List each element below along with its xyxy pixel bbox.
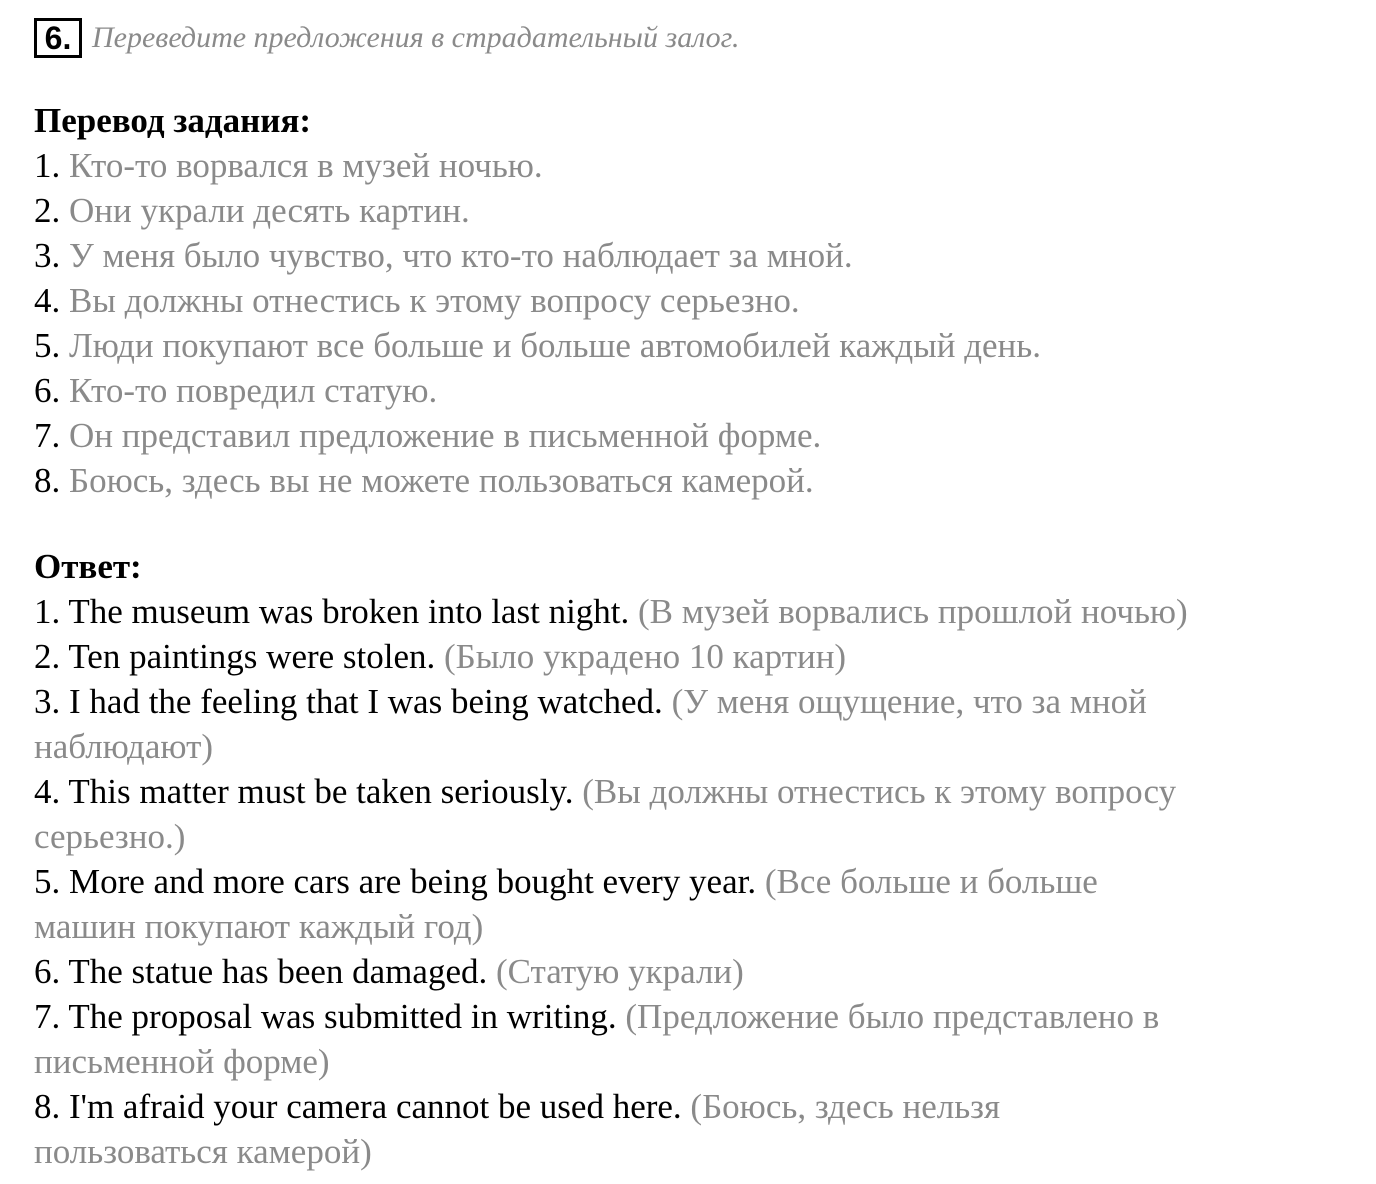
answer-item-continuation bbox=[34, 814, 1354, 859]
answer-english: I had the feeling that I was being watched. bbox=[69, 682, 663, 721]
answer-item-continuation bbox=[34, 724, 1354, 769]
translation-item bbox=[34, 188, 1354, 233]
item-text: Они украли десять картин. bbox=[69, 191, 470, 230]
item-text: У меня было чувство, что кто-то наблюдает за мной. bbox=[69, 236, 853, 275]
answer-russian-continuation: серьезно.) bbox=[34, 817, 186, 856]
item-number: 3. bbox=[34, 682, 61, 721]
item-number: 1. bbox=[34, 592, 61, 631]
answer-english: More and more cars are being bought every year. bbox=[69, 862, 757, 901]
answer-item bbox=[34, 949, 1354, 994]
translation-section bbox=[34, 98, 1354, 503]
answer-item bbox=[34, 679, 1354, 724]
item-text: Вы должны отнестись к этому вопросу серьезно. bbox=[69, 281, 800, 320]
translation-item bbox=[34, 368, 1354, 413]
answer-section bbox=[34, 544, 1354, 1174]
answer-item-continuation bbox=[34, 1129, 1354, 1174]
answer-russian: (Было украдено 10 картин) bbox=[444, 637, 847, 676]
answer-russian: (Все больше и больше bbox=[764, 862, 1098, 901]
item-text: Боюсь, здесь вы не можете пользоваться камерой. bbox=[69, 461, 814, 500]
item-number: 2. bbox=[34, 637, 61, 676]
answer-russian: (Предложение было представлено в bbox=[625, 997, 1160, 1036]
translation-item bbox=[34, 143, 1354, 188]
answer-russian: (Вы должны отнестись к этому вопросу bbox=[582, 772, 1177, 811]
item-number: 4. bbox=[34, 281, 61, 320]
answer-item-continuation bbox=[34, 904, 1354, 949]
item-number: 8. bbox=[34, 1087, 61, 1126]
item-text: Люди покупают все больше и больше автомобилей каждый день. bbox=[69, 326, 1042, 365]
item-text: Он представил предложение в письменной форме. bbox=[69, 416, 822, 455]
translation-heading: Перевод задания: bbox=[34, 101, 312, 140]
answer-item bbox=[34, 859, 1354, 904]
item-number: 6. bbox=[34, 952, 61, 991]
answer-english: Ten paintings were stolen. bbox=[68, 637, 436, 676]
answer-item bbox=[34, 769, 1354, 814]
item-number: 5. bbox=[34, 862, 61, 901]
item-number: 7. bbox=[34, 416, 61, 455]
translation-item bbox=[34, 278, 1354, 323]
answer-heading: Ответ: bbox=[34, 547, 142, 586]
item-number: 5. bbox=[34, 326, 61, 365]
translation-item bbox=[34, 413, 1354, 458]
item-number: 2. bbox=[34, 191, 61, 230]
translation-item bbox=[34, 233, 1354, 278]
answer-russian-continuation: письменной форме) bbox=[34, 1042, 330, 1081]
item-number: 1. bbox=[34, 146, 61, 185]
answer-russian-continuation: пользоваться камерой) bbox=[34, 1132, 372, 1171]
task-instruction: Переведите предложения в страдательный залог. bbox=[92, 21, 740, 54]
translation-item bbox=[34, 458, 1354, 503]
item-number: 6. bbox=[34, 371, 61, 410]
answer-english: The statue has been damaged. bbox=[68, 952, 488, 991]
answer-item bbox=[34, 634, 1354, 679]
answer-russian: (Боюсь, здесь нельзя bbox=[690, 1087, 1001, 1126]
answer-russian-continuation: наблюдают) bbox=[34, 727, 214, 766]
item-number: 4. bbox=[34, 772, 61, 811]
item-number: 3. bbox=[34, 236, 61, 275]
item-text: Кто-то повредил статую. bbox=[69, 371, 438, 410]
answer-russian: (В музей ворвались прошлой ночью) bbox=[638, 592, 1188, 631]
item-number: 8. bbox=[34, 461, 61, 500]
translation-item bbox=[34, 323, 1354, 368]
answer-english: This matter must be taken seriously. bbox=[68, 772, 574, 811]
answer-english: The proposal was submitted in writing. bbox=[68, 997, 617, 1036]
answer-english: The museum was broken into last night. bbox=[68, 592, 630, 631]
answer-english: I'm afraid your camera cannot be used here. bbox=[69, 1087, 682, 1126]
item-text: Кто-то ворвался в музей ночью. bbox=[69, 146, 543, 185]
answer-item-continuation bbox=[34, 1039, 1354, 1084]
answer-russian-continuation: машин покупают каждый год) bbox=[34, 907, 484, 946]
task-header bbox=[34, 17, 739, 59]
answer-item bbox=[34, 1084, 1354, 1129]
task-number-box: 6. bbox=[34, 18, 82, 58]
answer-item bbox=[34, 589, 1354, 634]
answer-russian: (У меня ощущение, что за мной bbox=[671, 682, 1147, 721]
answer-russian: (Статую украли) bbox=[495, 952, 744, 991]
item-number: 7. bbox=[34, 997, 61, 1036]
answer-item bbox=[34, 994, 1354, 1039]
